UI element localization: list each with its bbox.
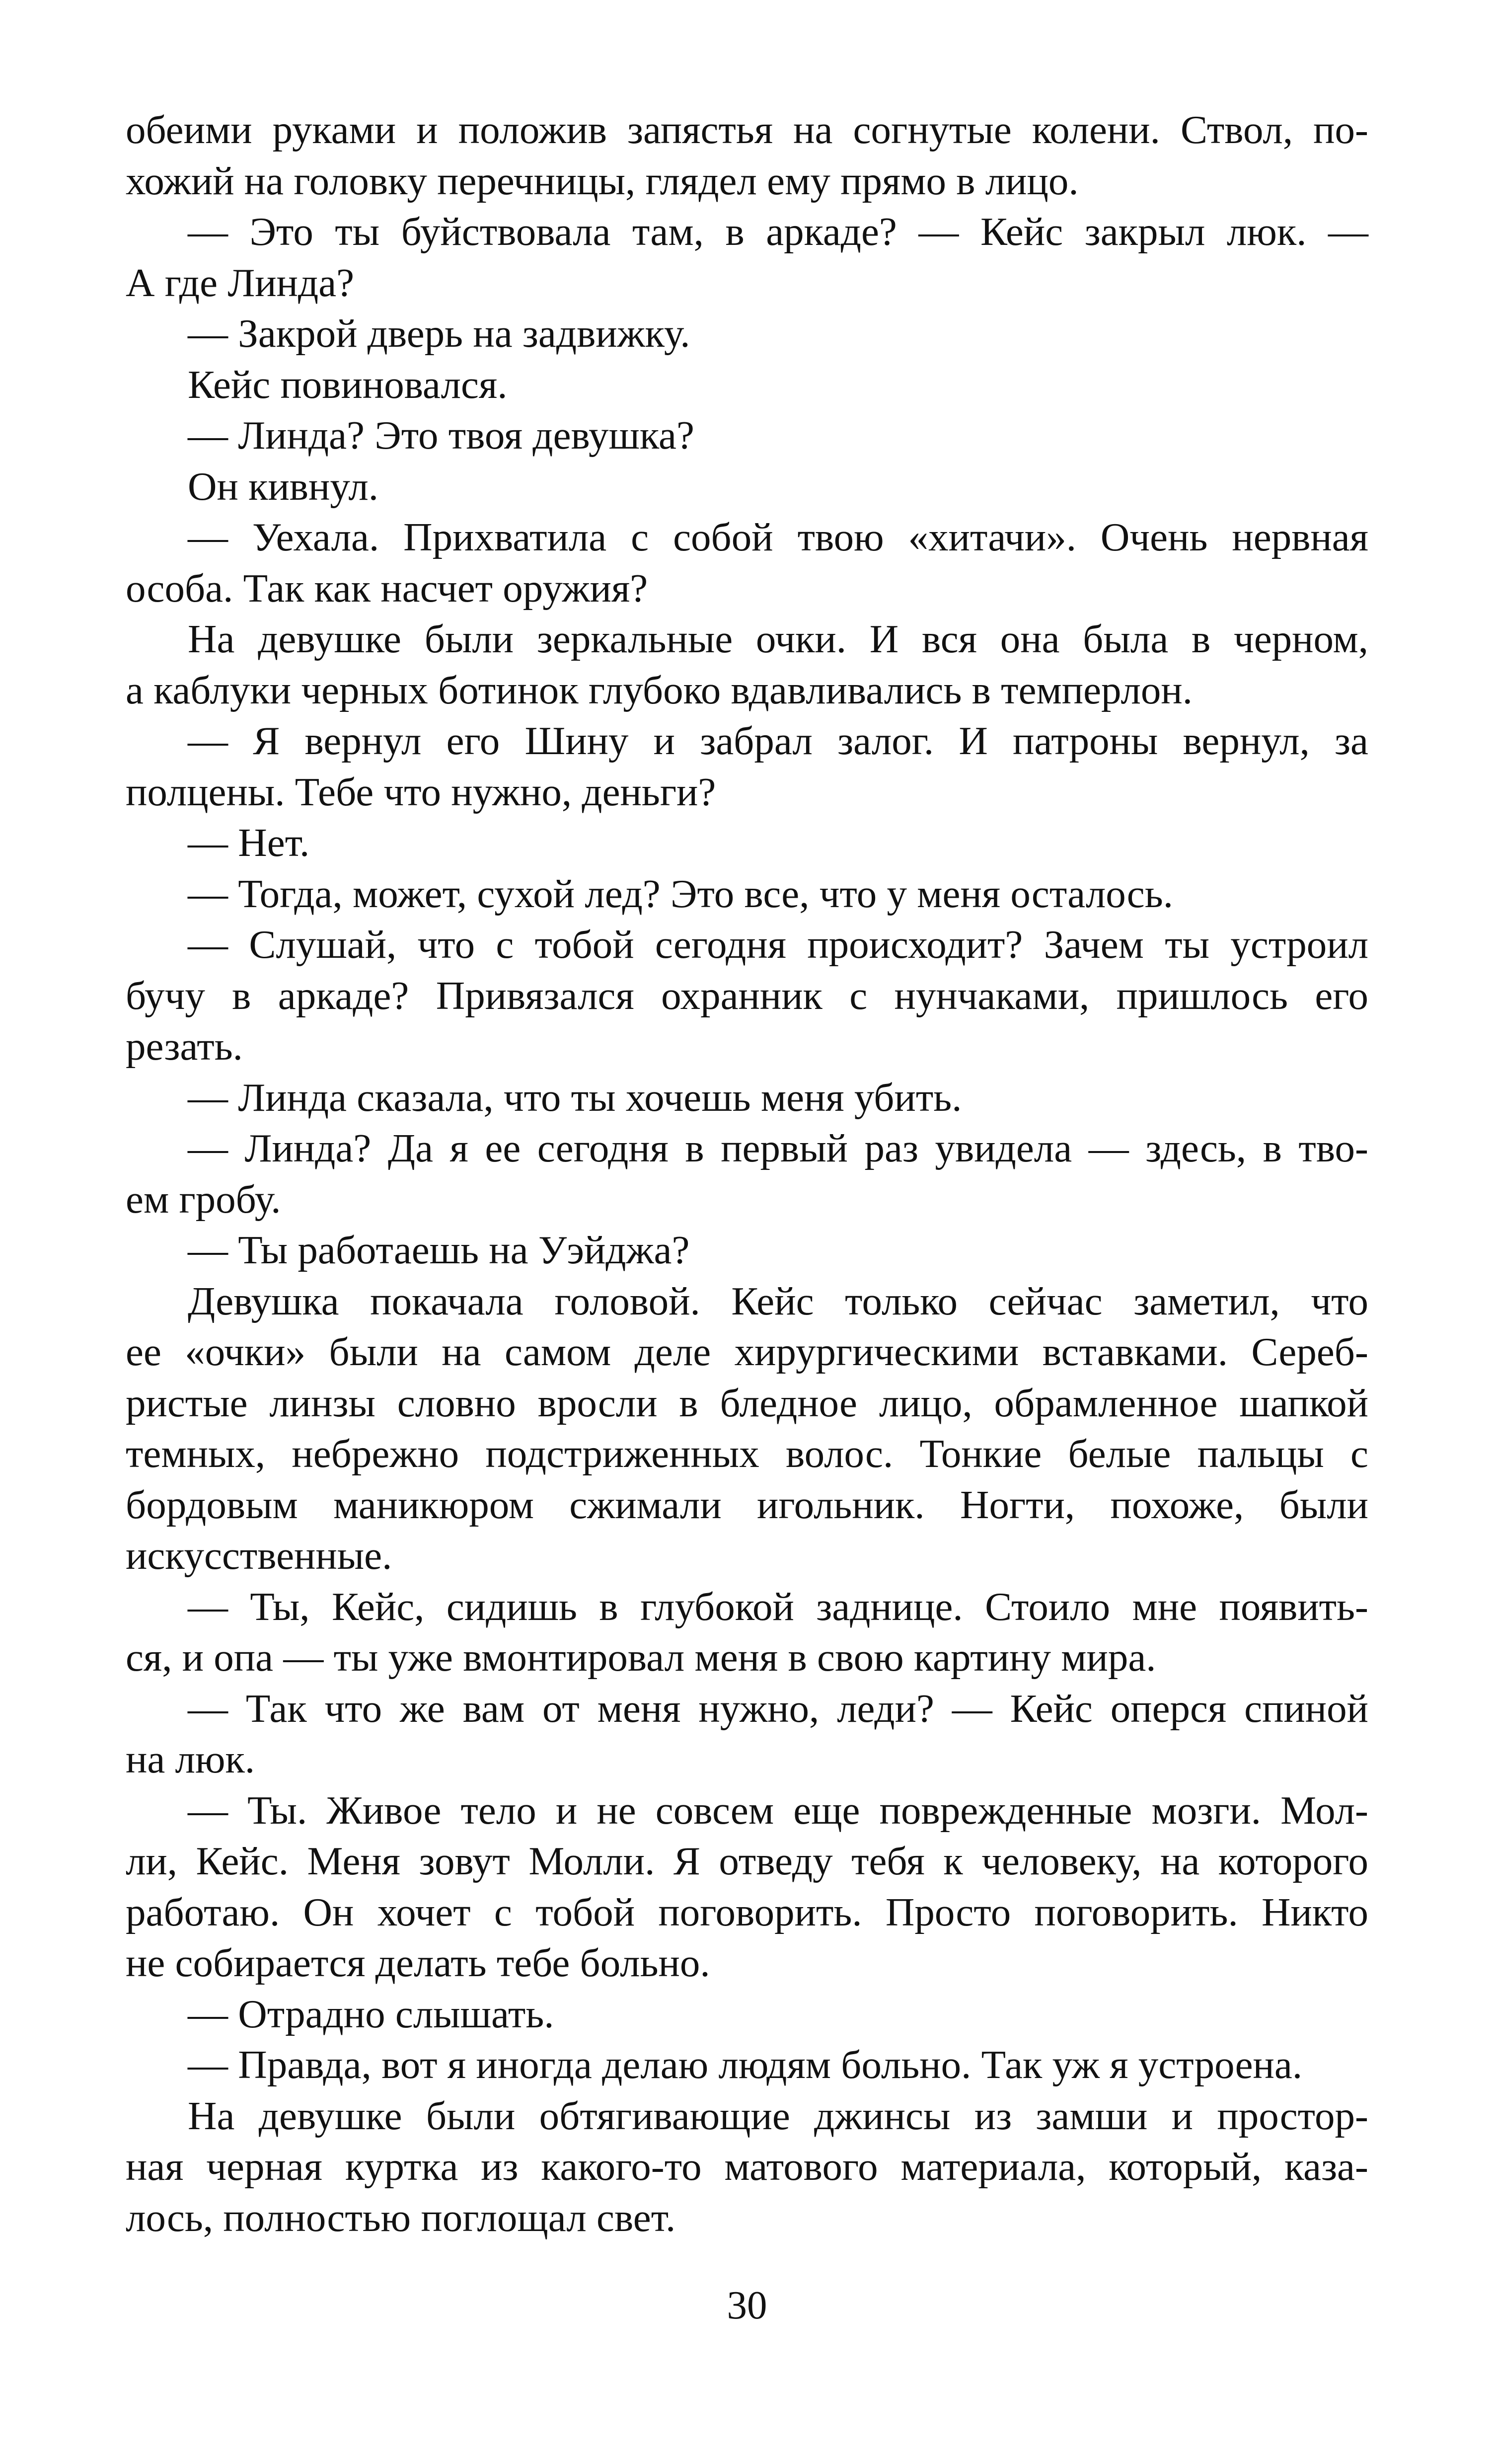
paragraph xyxy=(126,1276,1368,1581)
text-line: ся, и опа — ты уже вмонтировал меня в свою картину мира. xyxy=(126,1635,1156,1680)
text-line: темных, небрежно подстриженных волос. Тонкие белые пальцы с xyxy=(126,1431,1368,1476)
paragraph xyxy=(126,308,1368,359)
text-line: Кейс повиновался. xyxy=(188,362,508,407)
text-line: — Линда? Это твоя девушка? xyxy=(188,413,694,458)
paragraph xyxy=(126,104,1368,206)
text-line: ем гробу. xyxy=(126,1176,281,1222)
paragraph xyxy=(126,410,1368,461)
text-line: полцены. Тебе что нужно, деньги? xyxy=(126,769,716,814)
text-line: бучу в аркаде? Привязался охранник с нунчаками, пришлось его xyxy=(126,973,1368,1018)
text-line: искусственные. xyxy=(126,1533,392,1578)
text-line: на люк. xyxy=(126,1737,255,1781)
paragraph xyxy=(126,614,1368,715)
paragraph xyxy=(126,461,1368,512)
text-line: ная черная куртка из какого-то матового материала, который, каза- xyxy=(126,2144,1368,2189)
text-line: резать. xyxy=(126,1024,243,1069)
text-line: Девушка покачала головой. Кейс только сейчас заметил, что xyxy=(188,1278,1368,1323)
paragraph xyxy=(126,715,1368,817)
text-line: хожий на головку перечницы, глядел ему прямо в лицо. xyxy=(126,158,1079,203)
paragraph xyxy=(126,1683,1368,1785)
text-line: — Ты. Живое тело и не совсем еще поврежденные мозги. Мол- xyxy=(188,1787,1368,1833)
text-line: А где Линда? xyxy=(126,260,355,305)
text-line: — Отрадно слышать. xyxy=(188,1991,554,2036)
text-line: — Правда, вот я иногда делаю людям больно. Так уж я устроена. xyxy=(188,2042,1303,2087)
paragraph xyxy=(126,868,1368,920)
paragraph xyxy=(126,1225,1368,1276)
text-line: работаю. Он хочет с тобой поговорить. Просто поговорить. Никто xyxy=(126,1889,1368,1934)
text-line: обеими руками и положив запястья на согнутые колени. Ствол, по- xyxy=(126,107,1368,152)
text-line: — Я вернул его Шину и забрал залог. И патроны вернул, за xyxy=(188,718,1368,763)
text-line: ристые линзы словно вросли в бледное лицо, обрамленное шапкой xyxy=(126,1380,1368,1425)
text-line: а каблуки черных ботинок глубоко вдавливались в темперлон. xyxy=(126,667,1193,712)
text-line: ли, Кейс. Меня зовут Молли. Я отведу тебя к человеку, на которого xyxy=(126,1839,1368,1883)
text-line: Он кивнул. xyxy=(188,463,378,509)
text-line: — Это ты буйствовала там, в аркаде? — Кейс закрыл люк. — xyxy=(188,209,1368,254)
text-line: — Линда? Да я ее сегодня в первый раз увидела — здесь, в тво- xyxy=(188,1126,1368,1170)
paragraph xyxy=(126,2039,1368,2090)
paragraph xyxy=(126,919,1368,1072)
text-line: — Так что же вам от меня нужно, леди? — Кейс оперся спиной xyxy=(188,1686,1368,1731)
text-line: — Закрой дверь на задвижку. xyxy=(188,311,690,356)
page-number: 30 xyxy=(727,2283,767,2327)
text-line: — Слушай, что с тобой сегодня происходит? Зачем ты устроил xyxy=(188,922,1368,967)
page-body xyxy=(126,104,1368,2243)
text-line: — Ты работаешь на Уэйджа? xyxy=(188,1228,690,1272)
text-line: На девушке были зеркальные очки. И вся она была в черном, xyxy=(188,616,1368,661)
text-line: лось, полностью поглощал свет. xyxy=(126,2195,676,2240)
paragraph xyxy=(126,1581,1368,1683)
paragraph xyxy=(126,1989,1368,2040)
text-line: ее «очки» были на самом деле хирургическими вставками. Сереб- xyxy=(126,1329,1368,1374)
paragraph xyxy=(126,1072,1368,1123)
paragraph xyxy=(126,206,1368,308)
paragraph xyxy=(126,1785,1368,1989)
paragraph xyxy=(126,1123,1368,1225)
text-line: На девушке были обтягивающие джинсы из замши и простор- xyxy=(188,2093,1368,2138)
paragraph xyxy=(126,2090,1368,2243)
text-line: — Ты, Кейс, сидишь в глубокой заднице. Стоило мне появить- xyxy=(188,1584,1368,1629)
paragraph xyxy=(126,359,1368,410)
paragraph xyxy=(126,817,1368,868)
text-line: — Нет. xyxy=(188,820,310,865)
text-line: не собирается делать тебе больно. xyxy=(126,1940,710,1985)
text-line: — Тогда, может, сухой лед? Это все, что у меня осталось. xyxy=(188,871,1173,916)
text-line: бордовым маникюром сжимали игольник. Ногти, похоже, были xyxy=(126,1482,1368,1527)
text-line: особа. Так как насчет оружия? xyxy=(126,565,648,611)
text-line: — Линда сказала, что ты хочешь меня убить. xyxy=(188,1075,962,1120)
text-line: — Уехала. Прихватила с собой твою «хитачи». Очень нервная xyxy=(188,515,1368,559)
paragraph xyxy=(126,512,1368,614)
